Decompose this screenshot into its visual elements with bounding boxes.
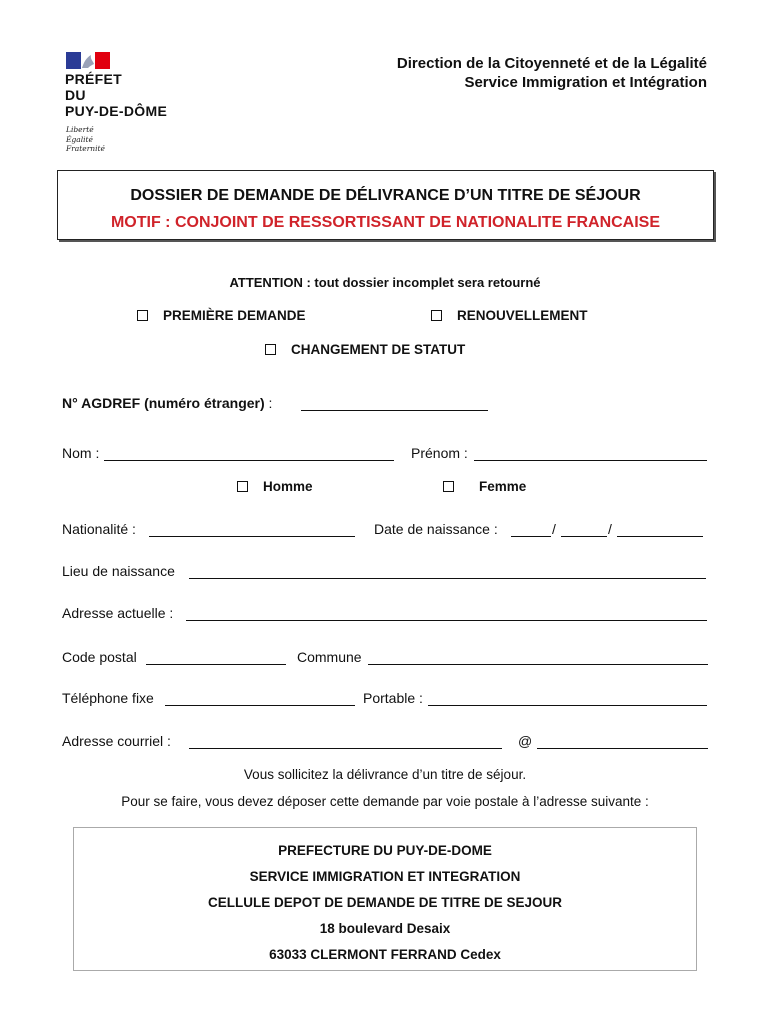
birth-year-input-line[interactable] xyxy=(617,536,703,537)
first-request-label: PREMIÈRE DEMANDE xyxy=(163,308,306,323)
checkbox-renewal[interactable] xyxy=(431,310,442,321)
agdref-field xyxy=(62,395,272,411)
instruction-line-1: Vous sollicitez la délivrance d’un titre de séjour. xyxy=(243,767,527,782)
checkbox-first-request[interactable] xyxy=(137,310,148,321)
email-user-input-line[interactable] xyxy=(189,748,502,749)
agdref-input-line[interactable] xyxy=(301,410,488,411)
telephone-fixe-input-line[interactable] xyxy=(165,705,355,706)
attention-notice: ATTENTION : tout dossier incomplet sera retourné xyxy=(229,275,541,290)
option-renewal[interactable] xyxy=(431,308,588,323)
status-change-label: CHANGEMENT DE STATUT xyxy=(291,342,466,357)
email-domain-input-line[interactable] xyxy=(537,748,708,749)
date-slash-2: / xyxy=(608,521,612,537)
agdref-separator: : xyxy=(264,395,273,411)
logo-line-1: PRÉFET xyxy=(65,71,123,87)
adresse-courriel-label: Adresse courriel : xyxy=(62,733,171,749)
portable-label: Portable : xyxy=(363,690,423,706)
prenom-label: Prénom : xyxy=(411,445,468,461)
nationalite-input-line[interactable] xyxy=(149,536,355,537)
commune-label: Commune xyxy=(297,649,362,665)
document-title: DOSSIER DE DEMANDE DE DÉLIVRANCE D’UN TITRE DE SÉJOUR xyxy=(130,187,641,204)
motif-title: MOTIF : CONJOINT DE RESSORTISSANT DE NATIONALITE FRANCAISE xyxy=(110,214,661,231)
portable-input-line[interactable] xyxy=(428,705,707,706)
motto-liberte: Liberté xyxy=(66,125,94,134)
motto-egalite: Égalité xyxy=(66,134,93,144)
prenom-input-line[interactable] xyxy=(474,460,707,461)
date-naissance-label: Date de naissance : xyxy=(374,521,498,537)
birth-day-input-line[interactable] xyxy=(511,536,551,537)
option-homme[interactable] xyxy=(237,479,313,494)
department-line-2: Service Immigration et Intégration xyxy=(464,74,707,91)
checkbox-homme[interactable] xyxy=(237,481,248,492)
motto-fraternite: Fraternité xyxy=(66,144,105,153)
address-line-4: 18 boulevard Desaix xyxy=(319,921,451,936)
nationalite-label: Nationalité : xyxy=(62,521,136,537)
code-postal-input-line[interactable] xyxy=(146,664,286,665)
department-header xyxy=(397,54,707,92)
department-line-1: Direction de la Citoyenneté et de la Légalité xyxy=(396,55,707,72)
homme-label: Homme xyxy=(263,479,313,494)
marianne-logo-icon xyxy=(66,52,110,69)
address-line-3: CELLULE DEPOT DE DEMANDE DE TITRE DE SEJOUR xyxy=(207,895,563,910)
address-line-5: 63033 CLERMONT FERRAND Cedex xyxy=(269,947,501,962)
commune-input-line[interactable] xyxy=(368,664,708,665)
nom-label: Nom : xyxy=(62,445,100,461)
address-line-1: PREFECTURE DU PUY-DE-DOME xyxy=(278,843,492,858)
checkbox-status-change[interactable] xyxy=(265,344,276,355)
lieu-naissance-label: Lieu de naissance xyxy=(62,563,175,579)
nom-input-line[interactable] xyxy=(104,460,394,461)
code-postal-label: Code postal xyxy=(62,649,137,665)
adresse-actuelle-label: Adresse actuelle : xyxy=(62,605,174,621)
title-box xyxy=(57,170,714,240)
femme-label: Femme xyxy=(479,479,527,494)
republic-motto xyxy=(66,125,105,154)
agdref-label: N° AGDREF (numéro étranger) xyxy=(62,395,265,411)
address-line-2: SERVICE IMMIGRATION ET INTEGRATION xyxy=(249,869,521,884)
at-sign: @ xyxy=(518,733,533,749)
option-femme[interactable] xyxy=(443,479,526,494)
renewal-label: RENOUVELLEMENT xyxy=(457,308,588,323)
prefecture-logo-text xyxy=(65,71,167,119)
telephone-fixe-label: Téléphone fixe xyxy=(62,690,154,706)
date-slash-1: / xyxy=(552,521,556,537)
logo-line-2: DU xyxy=(65,87,86,103)
lieu-naissance-input-line[interactable] xyxy=(189,578,706,579)
option-status-change[interactable] xyxy=(265,342,465,357)
postal-address-box xyxy=(73,827,697,971)
option-first-request[interactable] xyxy=(137,308,306,323)
checkbox-femme[interactable] xyxy=(443,481,454,492)
logo-line-3: PUY-DE-DÔME xyxy=(65,103,168,119)
adresse-actuelle-input-line[interactable] xyxy=(186,620,707,621)
instruction-line-2: Pour se faire, vous devez déposer cette demande par voie postale à l’adresse suivante : xyxy=(121,794,649,809)
birth-month-input-line[interactable] xyxy=(561,536,607,537)
